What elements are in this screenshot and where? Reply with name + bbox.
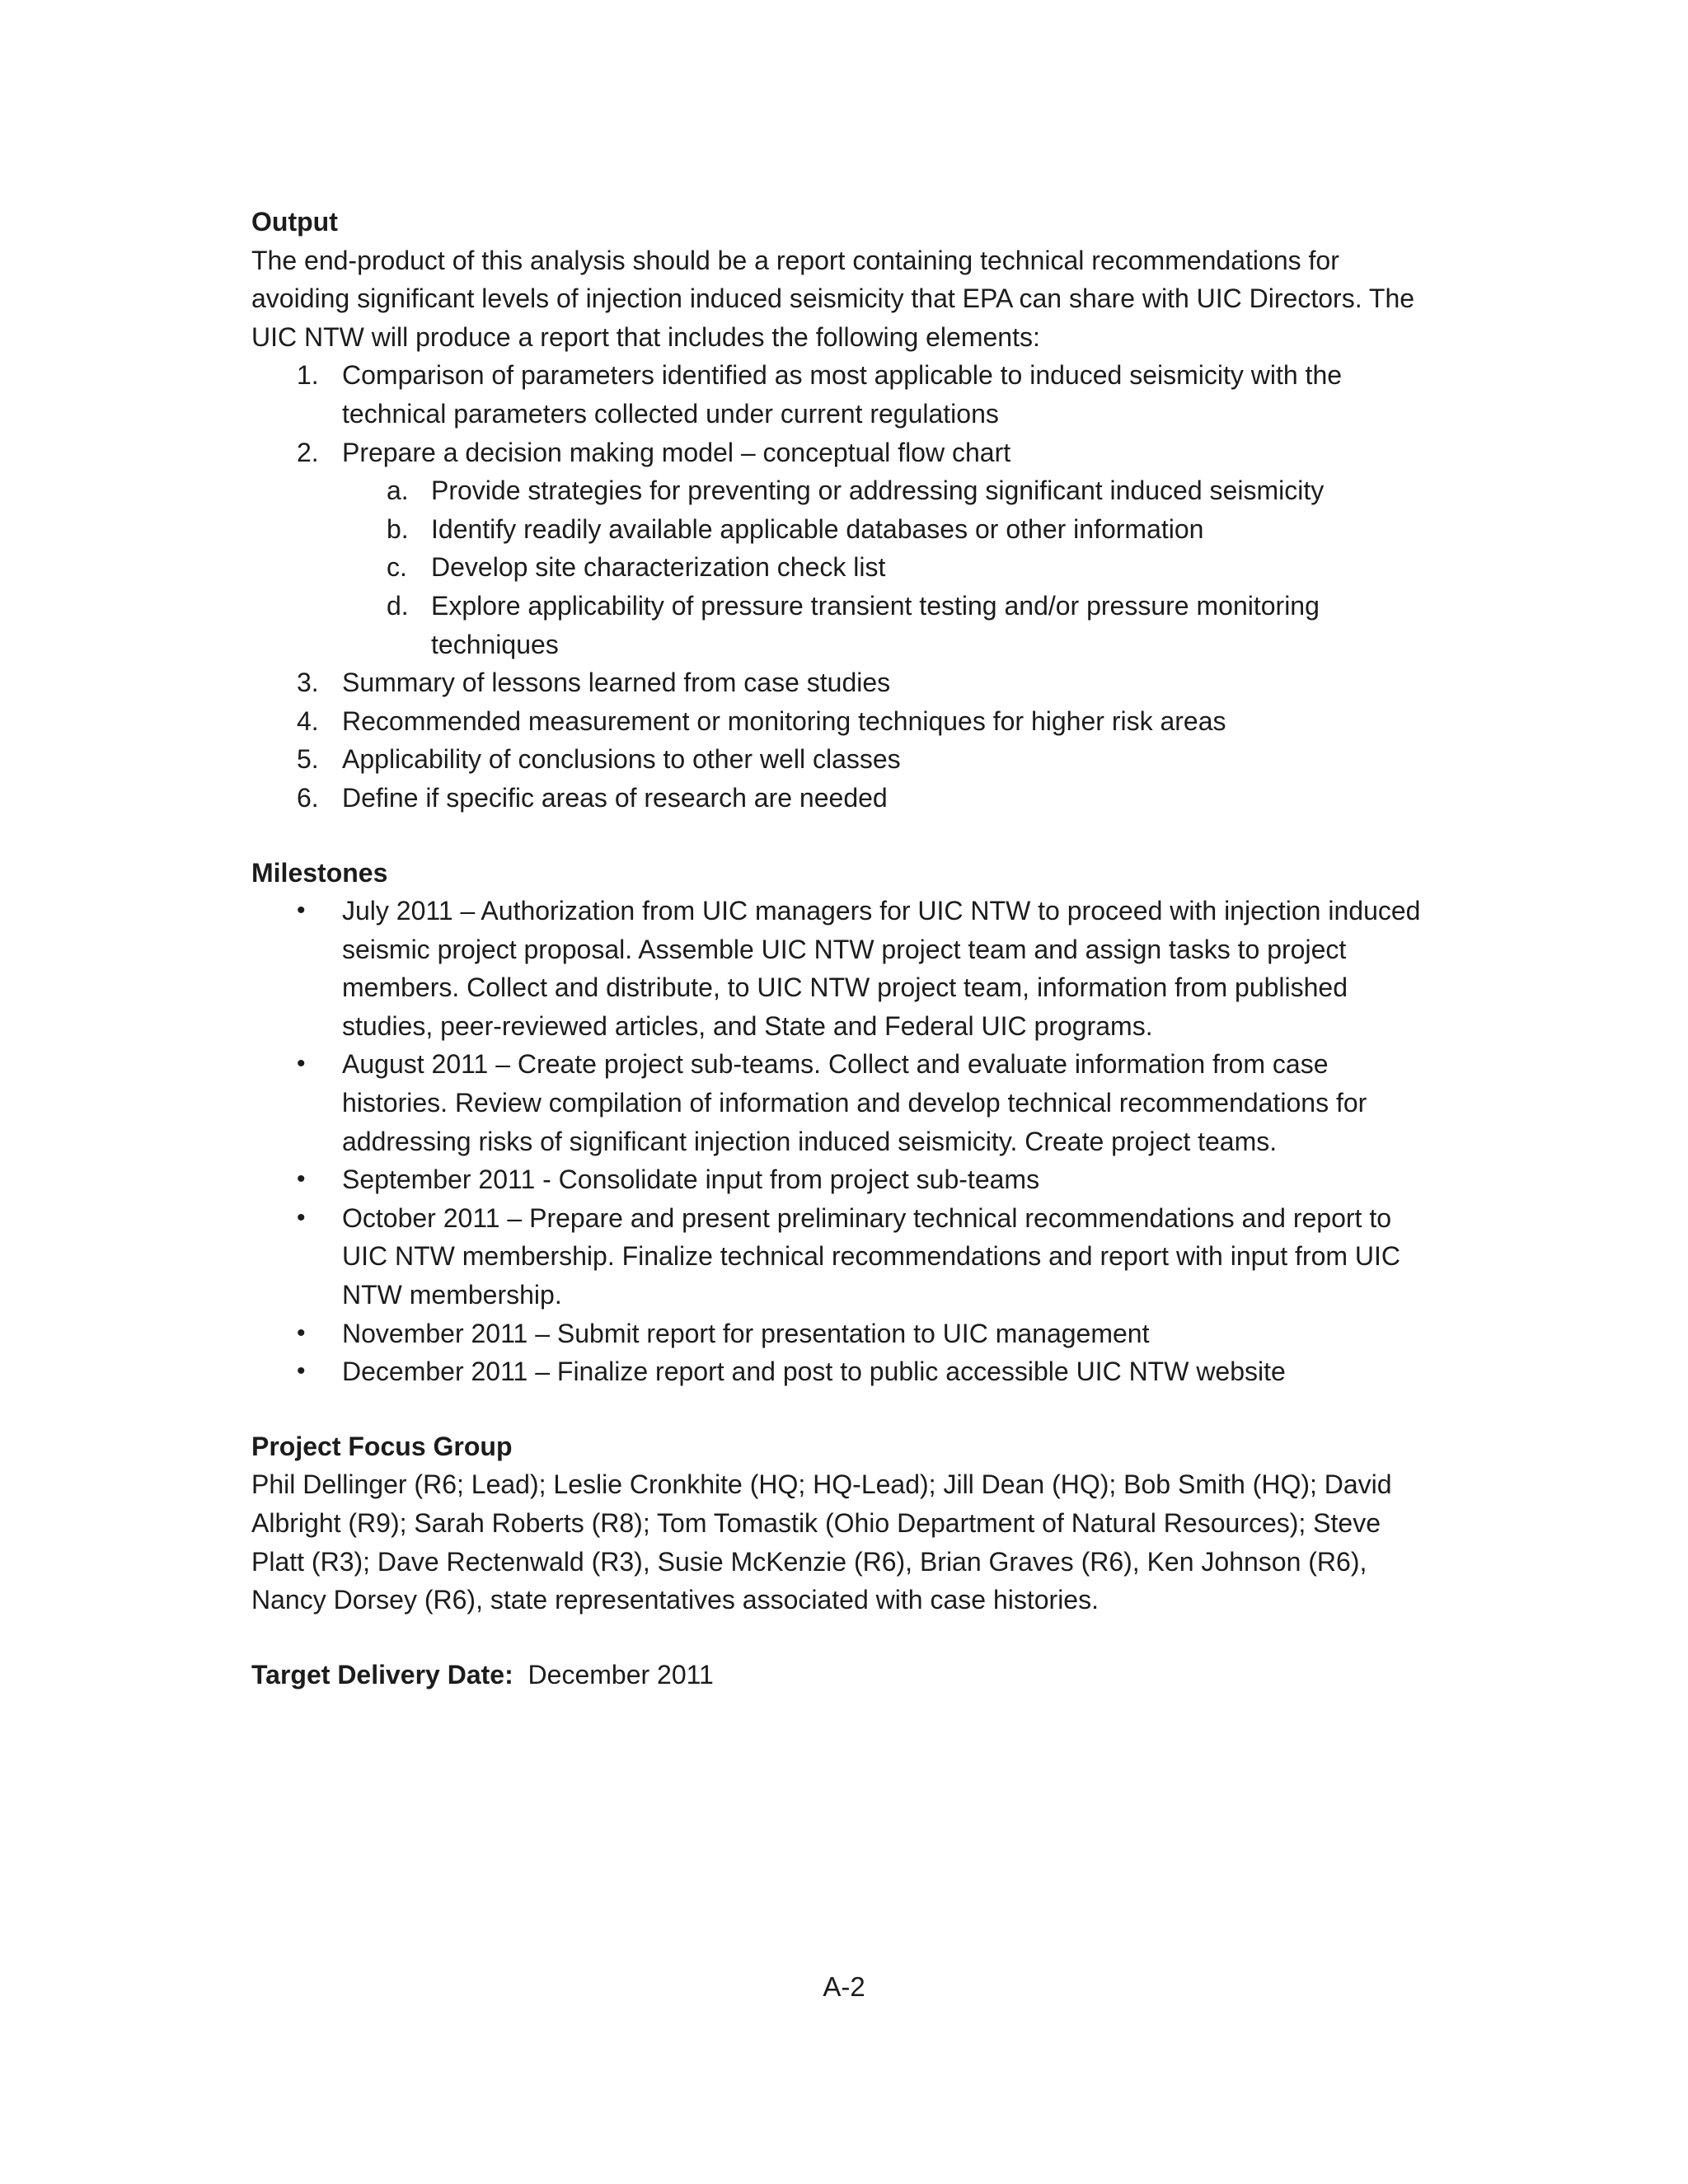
- milestone-text: August 2011 – Create project sub-teams. Collect and evaluate information from case histories. Review compilation of information and develop technical recommendations for addressing risks of significant injection induced seismicity. Create project teams.: [342, 1049, 1367, 1156]
- milestone-text: December 2011 – Finalize report and post to public accessible UIC NTW website: [342, 1357, 1286, 1387]
- list-marker: 6.: [297, 782, 319, 813]
- bullet-icon: •: [297, 1203, 306, 1231]
- list-item-text: Comparison of parameters identified as most applicable to induced seismicity with the technical parameters collected under current regulations: [342, 360, 1343, 429]
- list-item: [251, 356, 1438, 433]
- list-item-text: Prepare a decision making model – conceptual flow chart: [342, 437, 1011, 467]
- sub-list-item: [251, 510, 1438, 549]
- milestones-heading: Milestones: [251, 857, 388, 888]
- focus-group-members: Phil Dellinger (R6; Lead); Leslie Cronkhite (HQ; HQ-Lead); Jill Dean (HQ); Bob Smith (HQ); David Albright (R9); Sarah Roberts (R8); Tom Tomastik (Ohio Department of Natural Resources); Steve Platt (R3); Dave Rectenwald (R3), Susie McKenzie (R6), Brian Graves (R6), Ken Johnson (R6), Nancy Dorsey (R6), state representatives associated with case histories.: [251, 1469, 1392, 1615]
- list-item-text: Recommended measurement or monitoring techniques for higher risk areas: [342, 705, 1226, 736]
- milestone-item: [251, 1199, 1438, 1315]
- list-item-text: Applicability of conclusions to other well classes: [342, 744, 901, 775]
- section-spacer: [251, 1391, 1438, 1427]
- milestone-text: October 2011 – Prepare and present preliminary technical recommendations and report to UIC NTW membership. Finalize technical recommendations and report with input from UIC NTW membership.: [342, 1202, 1401, 1310]
- section-spacer: [251, 818, 1438, 854]
- milestones-list: [251, 892, 1438, 1391]
- list-item-text: Explore applicability of pressure transient testing and/or pressure monitoring techniques: [431, 590, 1320, 659]
- list-item: [251, 740, 1438, 779]
- bullet-icon: •: [297, 1357, 306, 1385]
- document-page: [251, 203, 1438, 1694]
- list-marker: 1.: [297, 360, 319, 391]
- list-marker: 2.: [297, 437, 319, 467]
- milestone-item: [251, 1160, 1438, 1199]
- output-heading: Output: [251, 207, 338, 237]
- list-marker: d.: [387, 590, 409, 621]
- list-item: [251, 702, 1438, 741]
- target-delivery-label: Target Delivery Date:: [251, 1659, 513, 1690]
- list-marker: 5.: [297, 744, 319, 775]
- list-marker: b.: [387, 513, 409, 544]
- sub-list-item: [251, 548, 1438, 587]
- milestone-item: [251, 1315, 1438, 1353]
- page-number: A-2: [823, 1971, 865, 2002]
- section-spacer: [251, 1619, 1438, 1656]
- list-item-text: Define if specific areas of research are needed: [342, 782, 888, 813]
- milestone-item: [251, 1352, 1438, 1391]
- list-item: [251, 663, 1438, 702]
- target-delivery: [251, 1656, 1438, 1694]
- list-marker: a.: [387, 476, 409, 506]
- bullet-icon: •: [297, 1165, 306, 1193]
- bullet-icon: •: [297, 897, 306, 925]
- focus-group-heading: Project Focus Group: [251, 1431, 513, 1461]
- bullet-icon: •: [297, 1050, 306, 1078]
- list-marker: 4.: [297, 705, 319, 736]
- milestone-text: November 2011 – Submit report for presentation to UIC management: [342, 1318, 1150, 1348]
- list-item-text: Provide strategies for preventing or addressing significant induced seismicity: [431, 476, 1325, 506]
- list-item: [251, 434, 1438, 472]
- list-marker: 3.: [297, 668, 319, 698]
- target-delivery-value: December 2011: [528, 1659, 714, 1690]
- list-item: [251, 779, 1438, 818]
- list-item-text: Summary of lessons learned from case studies: [342, 668, 891, 698]
- list-marker: c.: [387, 552, 407, 583]
- list-item-text: Identify readily available applicable databases or other information: [431, 513, 1204, 544]
- sub-list-item: [251, 471, 1438, 510]
- milestone-text: July 2011 – Authorization from UIC managers for UIC NTW to proceed with injection induced seismic project proposal. Assemble UIC NTW project team and assign tasks to project members. Collect and distribute, to UIC NTW project team, information from published studies, peer-reviewed articles, and State and Federal UIC programs.: [342, 896, 1421, 1041]
- output-list: [251, 356, 1438, 817]
- list-item-text: Develop site characterization check list: [431, 552, 886, 583]
- bullet-icon: •: [297, 1319, 306, 1347]
- milestone-item: [251, 892, 1438, 1045]
- output-intro: The end-product of this analysis should be a report containing technical recommendations for avoiding significant levels of injection induced seismicity that EPA can share with UIC Directors. The UIC NTW will produce a report that includes the following elements:: [251, 245, 1415, 352]
- milestone-text: September 2011 - Consolidate input from project sub-teams: [342, 1165, 1040, 1195]
- milestone-item: [251, 1045, 1438, 1160]
- sub-list-item: [251, 587, 1438, 663]
